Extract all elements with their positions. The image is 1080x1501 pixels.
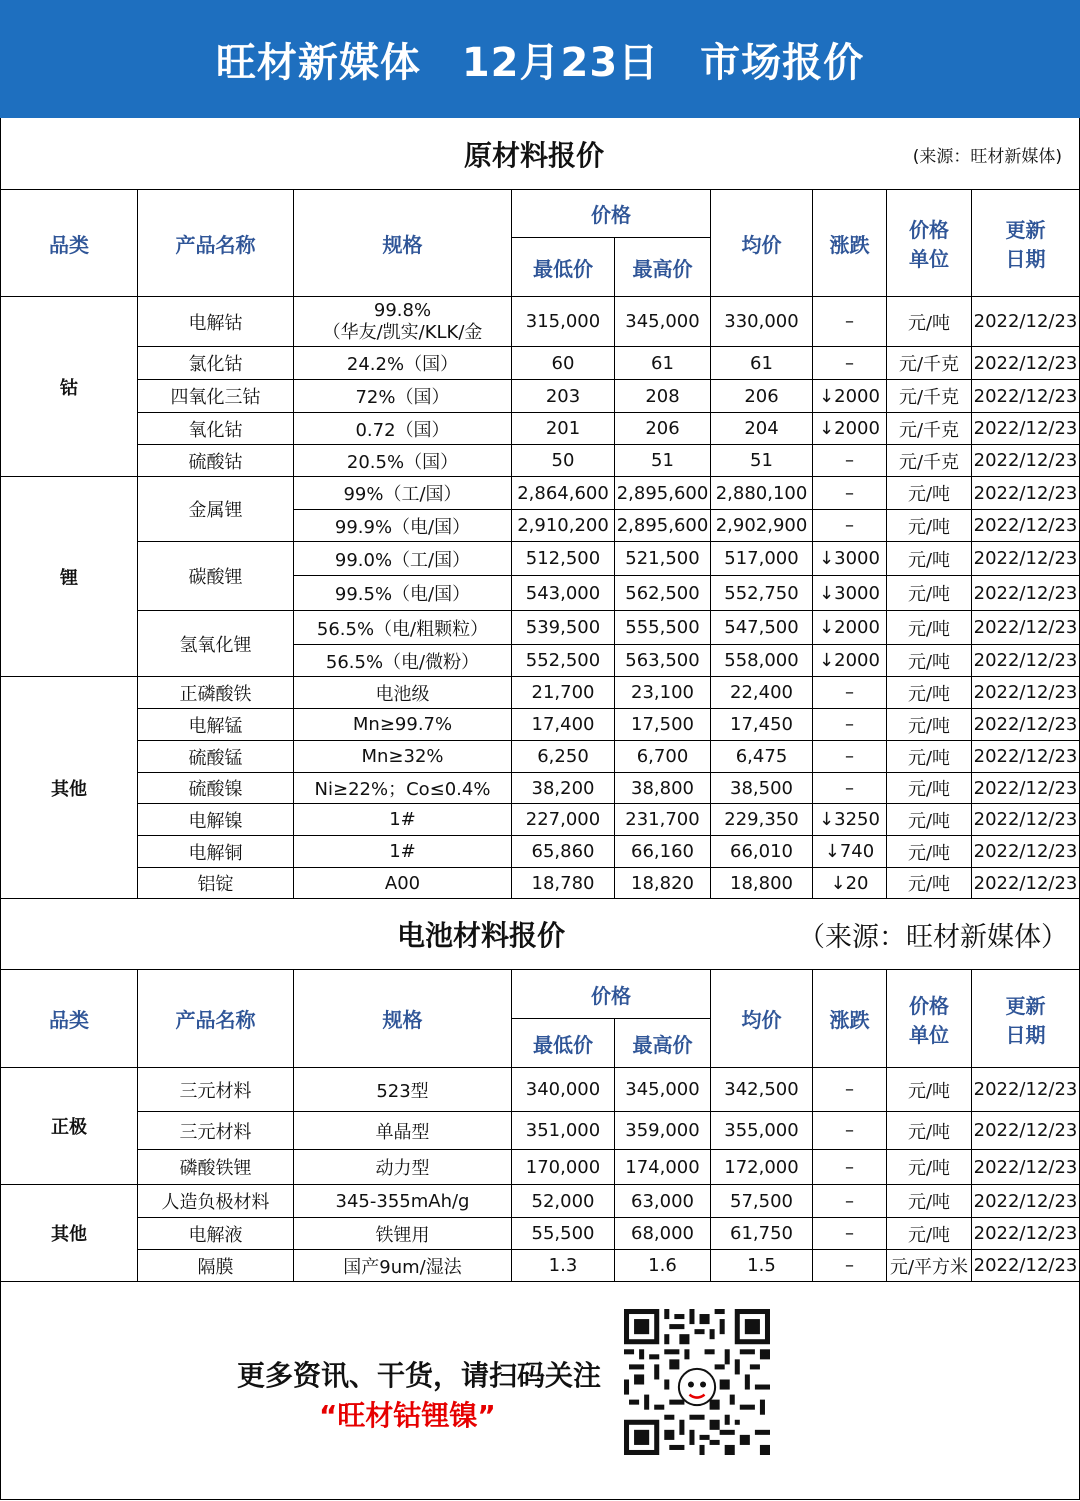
- avg-price: 172,000: [711, 1150, 813, 1185]
- max-price: 17,500: [615, 709, 711, 741]
- price-unit: 元/吨: [887, 868, 972, 899]
- update-date: 2022/12/23: [972, 868, 1080, 899]
- spec-line1: 99.8%: [373, 299, 432, 321]
- update-date: 2022/12/23: [972, 542, 1080, 576]
- max-price: 18,820: [615, 868, 711, 899]
- banner-title: 旺材新媒体 12月23日 市场报价: [215, 39, 865, 86]
- col-header-unit-line2: 单位: [909, 1022, 949, 1047]
- min-price: 351,000: [512, 1112, 615, 1150]
- min-price: 17,400: [512, 709, 615, 741]
- update-date: 2022/12/23: [972, 477, 1080, 510]
- price-unit: 元/千克: [887, 445, 972, 477]
- col-header-date-line2: 日期: [1005, 1022, 1046, 1047]
- price-unit: 元/吨: [887, 1068, 972, 1112]
- max-price: 38,800: [615, 773, 711, 804]
- price-unit: 元/吨: [887, 477, 972, 510]
- spec-cell: 国产9um/湿法: [294, 1250, 512, 1282]
- table-row: [1, 741, 1080, 773]
- price-change: ↓2000: [813, 645, 887, 677]
- raw-section-header: [1, 119, 1078, 190]
- min-price: 18,780: [512, 868, 615, 899]
- avg-price: 229,350: [711, 804, 813, 836]
- follow-prompt: 更多资讯、干货，请扫码关注: [237, 1359, 602, 1392]
- price-change: –: [813, 477, 887, 510]
- battery-source-note: （来源：旺材新媒体）: [798, 921, 1068, 953]
- col-header-unit-line1: 价格: [909, 993, 949, 1018]
- table-row: [1, 773, 1080, 804]
- spec-cell: 单晶型: [294, 1112, 512, 1150]
- price-unit: 元/千克: [887, 413, 972, 445]
- raw-source-note: (来源：旺材新媒体): [912, 146, 1062, 167]
- avg-price: 38,500: [711, 773, 813, 804]
- max-price: 63,000: [615, 1185, 711, 1218]
- product-name: 氯化钴: [138, 347, 294, 380]
- max-price: 231,700: [615, 804, 711, 836]
- max-price: 555,500: [615, 611, 711, 645]
- avg-price: 6,475: [711, 741, 813, 773]
- update-date: 2022/12/23: [972, 741, 1080, 773]
- col-header-name: 产品名称: [138, 190, 294, 297]
- min-price: 60: [512, 347, 615, 380]
- col-header-max: 最高价: [615, 1019, 711, 1068]
- avg-price: 61,750: [711, 1218, 813, 1250]
- update-date: 2022/12/23: [972, 645, 1080, 677]
- avg-price: 206: [711, 380, 813, 413]
- product-name: 电解铜: [138, 836, 294, 868]
- max-price: 68,000: [615, 1218, 711, 1250]
- table-row: [1, 445, 1080, 477]
- update-date: 2022/12/23: [972, 1150, 1080, 1185]
- category-cell: 锂: [1, 477, 138, 677]
- max-price: 51: [615, 445, 711, 477]
- price-change: –: [813, 1150, 887, 1185]
- min-price: 65,860: [512, 836, 615, 868]
- spec-cell: 24.2%（国）: [294, 347, 512, 380]
- col-header-min: 最低价: [512, 238, 615, 297]
- footer: [1, 1282, 1078, 1499]
- price-unit: 元/吨: [887, 611, 972, 645]
- table-row: [1, 836, 1080, 868]
- table-row: [1, 1150, 1080, 1185]
- update-date: 2022/12/23: [972, 380, 1080, 413]
- price-unit: 元/吨: [887, 645, 972, 677]
- update-date: 2022/12/23: [972, 773, 1080, 804]
- col-header-price: 价格: [512, 970, 711, 1019]
- avg-price: 17,450: [711, 709, 813, 741]
- avg-price: 22,400: [711, 677, 813, 709]
- product-name: 金属锂: [138, 477, 294, 542]
- update-date: 2022/12/23: [972, 804, 1080, 836]
- col-header-category: 品类: [1, 190, 138, 297]
- update-date: 2022/12/23: [972, 1250, 1080, 1282]
- col-header-max: 最高价: [615, 238, 711, 297]
- col-header-unit: [887, 190, 972, 297]
- max-price: 345,000: [615, 297, 711, 347]
- avg-price: 61: [711, 347, 813, 380]
- min-price: 512,500: [512, 542, 615, 576]
- avg-price: 204: [711, 413, 813, 445]
- col-header-avg: 均价: [711, 970, 813, 1068]
- table-row: [1, 709, 1080, 741]
- price-change: ↓3250: [813, 804, 887, 836]
- spec-cell: Mn≥32%: [294, 741, 512, 773]
- table-row: [1, 1185, 1080, 1218]
- price-change: ↓2000: [813, 413, 887, 445]
- product-name: 电解液: [138, 1218, 294, 1250]
- product-name: 电解锰: [138, 709, 294, 741]
- avg-price: 51: [711, 445, 813, 477]
- max-price: 61: [615, 347, 711, 380]
- table-row: [1, 347, 1080, 380]
- spec-cell: 1#: [294, 804, 512, 836]
- spec-cell: 20.5%（国）: [294, 445, 512, 477]
- price-change: ↓20: [813, 868, 887, 899]
- min-price: 201: [512, 413, 615, 445]
- price-unit: 元/吨: [887, 576, 972, 611]
- spec-cell: Mn≥99.7%: [294, 709, 512, 741]
- product-name: 电解镍: [138, 804, 294, 836]
- update-date: 2022/12/23: [972, 510, 1080, 542]
- max-price: 66,160: [615, 836, 711, 868]
- spec-cell: 铁锂用: [294, 1218, 512, 1250]
- raw-section-title: 原材料报价: [464, 139, 605, 172]
- avg-price: 57,500: [711, 1185, 813, 1218]
- price-change: –: [813, 1185, 887, 1218]
- col-header-unit-line1: 价格: [909, 218, 949, 242]
- product-name: 氧化钴: [138, 413, 294, 445]
- update-date: 2022/12/23: [972, 1218, 1080, 1250]
- table-row: [1, 380, 1080, 413]
- min-price: 227,000: [512, 804, 615, 836]
- price-unit: 元/吨: [887, 1218, 972, 1250]
- price-unit: 元/吨: [887, 709, 972, 741]
- spec-cell: 56.5%（电/微粉）: [294, 645, 512, 677]
- min-price: 203: [512, 380, 615, 413]
- min-price: 55,500: [512, 1218, 615, 1250]
- update-date: 2022/12/23: [972, 611, 1080, 645]
- price-change: –: [813, 297, 887, 347]
- category-cell: 其他: [1, 677, 138, 899]
- spec-cell: 99.0%（工/国）: [294, 542, 512, 576]
- price-change: –: [813, 1218, 887, 1250]
- avg-price: 66,010: [711, 836, 813, 868]
- price-unit: 元/吨: [887, 1185, 972, 1218]
- price-change: ↓3000: [813, 542, 887, 576]
- table-row: [1, 1250, 1080, 1282]
- price-unit: 元/千克: [887, 347, 972, 380]
- product-name: 三元材料: [138, 1068, 294, 1112]
- min-price: 50: [512, 445, 615, 477]
- col-header-date-line1: 更新: [1005, 993, 1046, 1018]
- product-name: 正磷酸铁: [138, 677, 294, 709]
- table-row: [1, 477, 1080, 510]
- category-cell: 钴: [1, 297, 138, 477]
- price-unit: 元/吨: [887, 741, 972, 773]
- max-price: 359,000: [615, 1112, 711, 1150]
- min-price: 552,500: [512, 645, 615, 677]
- spec-cell: 99.5%（电/国）: [294, 576, 512, 611]
- col-header-date: [972, 970, 1080, 1068]
- col-header-avg: 均价: [711, 190, 813, 297]
- product-name: 硫酸锰: [138, 741, 294, 773]
- product-name: 硫酸镍: [138, 773, 294, 804]
- price-change: ↓740: [813, 836, 887, 868]
- product-name: 人造负极材料: [138, 1185, 294, 1218]
- spec-cell: [294, 297, 512, 347]
- min-price: 340,000: [512, 1068, 615, 1112]
- col-header-spec: 规格: [294, 970, 512, 1068]
- col-header-category: 品类: [1, 970, 138, 1068]
- spec-cell: 72%（国）: [294, 380, 512, 413]
- price-change: –: [813, 677, 887, 709]
- min-price: 6,250: [512, 741, 615, 773]
- col-header-min: 最低价: [512, 1019, 615, 1068]
- max-price: 23,100: [615, 677, 711, 709]
- max-price: 563,500: [615, 645, 711, 677]
- max-price: 562,500: [615, 576, 711, 611]
- update-date: 2022/12/23: [972, 709, 1080, 741]
- product-name: 电解钴: [138, 297, 294, 347]
- max-price: 521,500: [615, 542, 711, 576]
- spec-line2: （华友/凯实/KLK/金: [322, 321, 483, 343]
- raw-materials-table: [0, 189, 1080, 899]
- col-header-date: [972, 190, 1080, 297]
- col-header-price: 价格: [512, 190, 711, 238]
- price-unit: 元/千克: [887, 380, 972, 413]
- product-name: 铝锭: [138, 868, 294, 899]
- page-banner: [0, 0, 1080, 118]
- update-date: 2022/12/23: [972, 413, 1080, 445]
- avg-price: 342,500: [711, 1068, 813, 1112]
- max-price: 6,700: [615, 741, 711, 773]
- avg-price: 18,800: [711, 868, 813, 899]
- price-change: –: [813, 1250, 887, 1282]
- spec-cell: 电池级: [294, 677, 512, 709]
- update-date: 2022/12/23: [972, 677, 1080, 709]
- avg-price: 558,000: [711, 645, 813, 677]
- product-name: 三元材料: [138, 1112, 294, 1150]
- product-name: 氢氧化锂: [138, 611, 294, 677]
- price-change: ↓2000: [813, 611, 887, 645]
- min-price: 2,910,200: [512, 510, 615, 542]
- spec-cell: 523型: [294, 1068, 512, 1112]
- max-price: 206: [615, 413, 711, 445]
- product-name: 硫酸钴: [138, 445, 294, 477]
- product-name: 磷酸铁锂: [138, 1150, 294, 1185]
- price-change: –: [813, 741, 887, 773]
- category-cell: 其他: [1, 1185, 138, 1282]
- price-unit: 元/平方米: [887, 1250, 972, 1282]
- table-row: [1, 804, 1080, 836]
- min-price: 21,700: [512, 677, 615, 709]
- battery-section-title: 电池材料报价: [397, 919, 566, 952]
- product-name: 碳酸锂: [138, 542, 294, 611]
- table-row: [1, 297, 1080, 347]
- max-price: 2,895,600: [615, 477, 711, 510]
- spec-cell: 99%（工/国）: [294, 477, 512, 510]
- table-row: [1, 413, 1080, 445]
- update-date: 2022/12/23: [972, 836, 1080, 868]
- update-date: 2022/12/23: [972, 347, 1080, 380]
- col-header-unit: [887, 970, 972, 1068]
- spec-cell: 345-355mAh/g: [294, 1185, 512, 1218]
- qr-code-icon[interactable]: [624, 1308, 770, 1456]
- avg-price: 552,750: [711, 576, 813, 611]
- min-price: 2,864,600: [512, 477, 615, 510]
- price-unit: 元/吨: [887, 542, 972, 576]
- max-price: 345,000: [615, 1068, 711, 1112]
- price-unit: 元/吨: [887, 297, 972, 347]
- max-price: 174,000: [615, 1150, 711, 1185]
- col-header-name: 产品名称: [138, 970, 294, 1068]
- price-change: –: [813, 773, 887, 804]
- price-change: –: [813, 1068, 887, 1112]
- table-row: [1, 1218, 1080, 1250]
- price-unit: 元/吨: [887, 1112, 972, 1150]
- price-change: –: [813, 510, 887, 542]
- avg-price: 2,880,100: [711, 477, 813, 510]
- min-price: 38,200: [512, 773, 615, 804]
- avg-price: 355,000: [711, 1112, 813, 1150]
- col-header-change: 涨跌: [813, 970, 887, 1068]
- price-unit: 元/吨: [887, 510, 972, 542]
- min-price: 539,500: [512, 611, 615, 645]
- min-price: 543,000: [512, 576, 615, 611]
- avg-price: 1.5: [711, 1250, 813, 1282]
- table-row: [1, 611, 1080, 645]
- spec-cell: 0.72（国）: [294, 413, 512, 445]
- spec-cell: 1#: [294, 836, 512, 868]
- table-row: [1, 542, 1080, 576]
- spec-cell: A00: [294, 868, 512, 899]
- spec-cell: Ni≥22%；Co≤0.4%: [294, 773, 512, 804]
- spec-cell: 99.9%（电/国）: [294, 510, 512, 542]
- table-row: [1, 677, 1080, 709]
- col-header-date-line1: 更新: [1005, 218, 1046, 242]
- price-unit: 元/吨: [887, 1150, 972, 1185]
- max-price: 208: [615, 380, 711, 413]
- product-name: 隔膜: [138, 1250, 294, 1282]
- account-name: “旺材钴锂镍”: [319, 1399, 496, 1432]
- price-change: –: [813, 709, 887, 741]
- table-row: [1, 1112, 1080, 1150]
- battery-materials-table: [0, 969, 1080, 1282]
- price-unit: 元/吨: [887, 804, 972, 836]
- max-price: 1.6: [615, 1250, 711, 1282]
- update-date: 2022/12/23: [972, 297, 1080, 347]
- battery-section-header: [1, 899, 1078, 970]
- avg-price: 330,000: [711, 297, 813, 347]
- avg-price: 517,000: [711, 542, 813, 576]
- avg-price: 2,902,900: [711, 510, 813, 542]
- spec-cell: 56.5%（电/粗颗粒）: [294, 611, 512, 645]
- price-unit: 元/吨: [887, 836, 972, 868]
- col-header-change: 涨跌: [813, 190, 887, 297]
- min-price: 1.3: [512, 1250, 615, 1282]
- update-date: 2022/12/23: [972, 1112, 1080, 1150]
- product-name: 四氧化三钴: [138, 380, 294, 413]
- col-header-date-line2: 日期: [1005, 247, 1046, 271]
- price-unit: 元/吨: [887, 773, 972, 804]
- col-header-spec: 规格: [294, 190, 512, 297]
- update-date: 2022/12/23: [972, 445, 1080, 477]
- price-change: –: [813, 1112, 887, 1150]
- col-header-unit-line2: 单位: [909, 247, 949, 271]
- update-date: 2022/12/23: [972, 576, 1080, 611]
- min-price: 52,000: [512, 1185, 615, 1218]
- price-change: –: [813, 347, 887, 380]
- table-row: [1, 1068, 1080, 1112]
- spec-cell: 动力型: [294, 1150, 512, 1185]
- min-price: 315,000: [512, 297, 615, 347]
- table-row: [1, 868, 1080, 899]
- price-change: ↓3000: [813, 576, 887, 611]
- min-price: 170,000: [512, 1150, 615, 1185]
- max-price: 2,895,600: [615, 510, 711, 542]
- price-change: –: [813, 445, 887, 477]
- price-change: ↓2000: [813, 380, 887, 413]
- update-date: 2022/12/23: [972, 1185, 1080, 1218]
- category-cell: 正极: [1, 1068, 138, 1185]
- price-unit: 元/吨: [887, 677, 972, 709]
- update-date: 2022/12/23: [972, 1068, 1080, 1112]
- avg-price: 547,500: [711, 611, 813, 645]
